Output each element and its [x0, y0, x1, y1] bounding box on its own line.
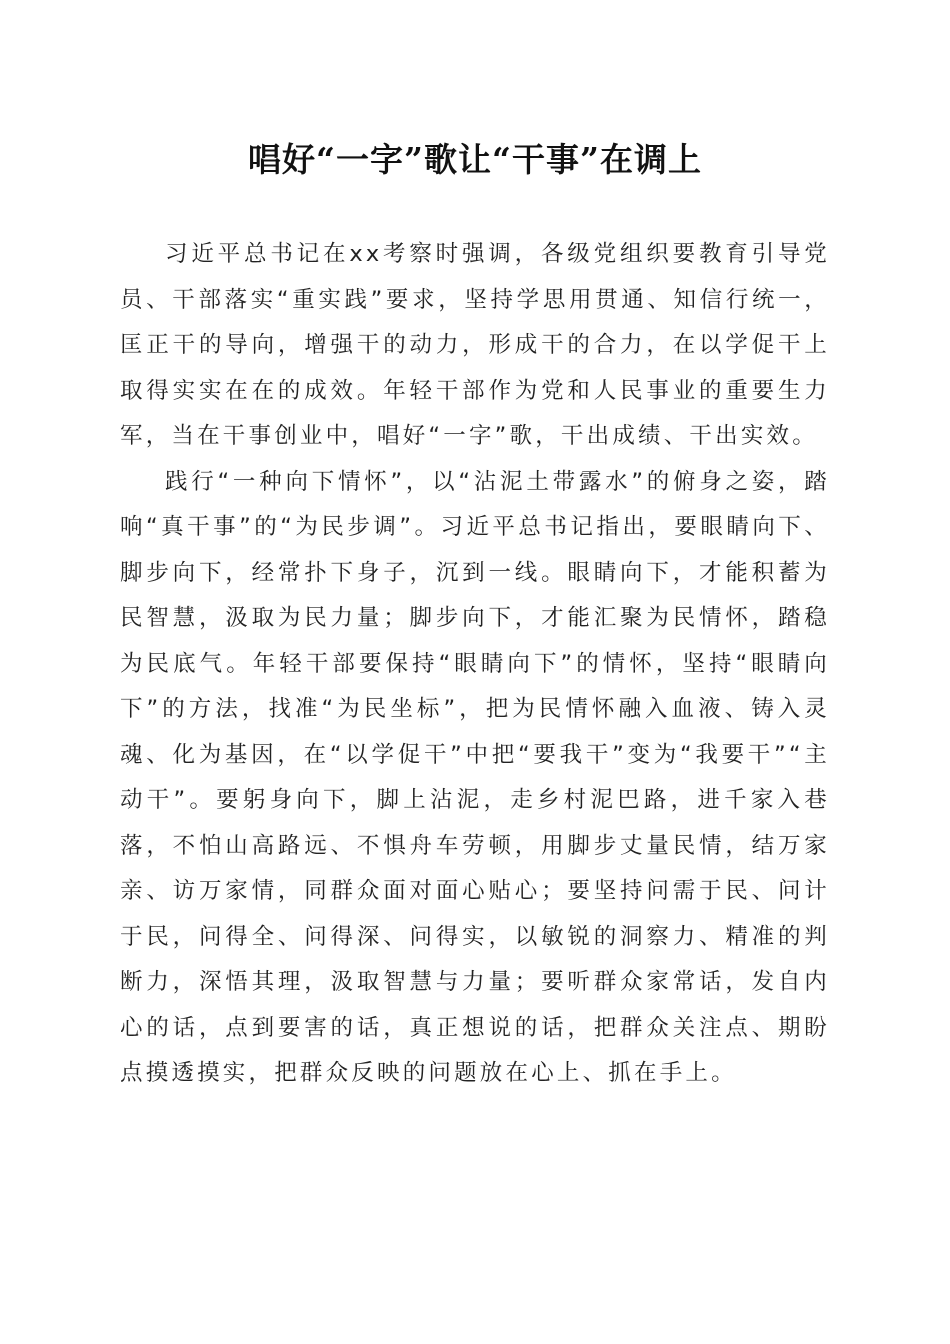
page-title: 唱好“一字”歌让“干事”在调上	[248, 140, 702, 179]
paragraph-2: 践行“一种向下情怀”，以“沾泥土带露水”的俯身之姿，踏响“真干事”的“为民步调”。习近平总书记指出，要眼睛向下、脚步向下，经常扑下身子，沉到一线。眼睛向下，才能积蓄为民智慧，汲取为民力量；脚步向下，才能汇聚为民情怀，踏稳为民底气。年轻干部要保持“眼睛向下”的情怀，坚持“眼睛向下”的方法，找准“为民坐标”，把为民情怀融入血液、铸入灵魂、化为基因，在“以学促干”中把“要我干”变为“我要干”“主动干”。要躬身向下，脚上沾泥，走乡村泥巴路，进千家入巷落，不怕山高路远、不惧舟车劳顿，用脚步丈量民情，结万家亲、访万家情，同群众面对面心贴心；要坚持问需于民、问计于民，问得全、问得深、问得实，以敏锐的洞察力、精准的判断力，深悟其理，汲取智慧与力量；要听群众家常话，发自内心的话，点到要害的话，真正想说的话，把群众关注点、期盼点摸透摸实，把群众反映的问题放在心上、抓在手上。	[120, 468, 830, 1086]
article-body	[120, 232, 830, 1097]
paragraph-1: 习近平总书记在xx考察时强调，各级党组织要教育引导党员、干部落实“重实践”要求，坚持学思用贯通、知信行统一，匡正干的导向，增强干的动力，形成干的合力，在以学促干上取得实实在在的成效。年轻干部作为党和人民事业的重要生力军，当在干事创业中，唱好“一字”歌，干出成绩、干出实效。	[120, 241, 830, 449]
